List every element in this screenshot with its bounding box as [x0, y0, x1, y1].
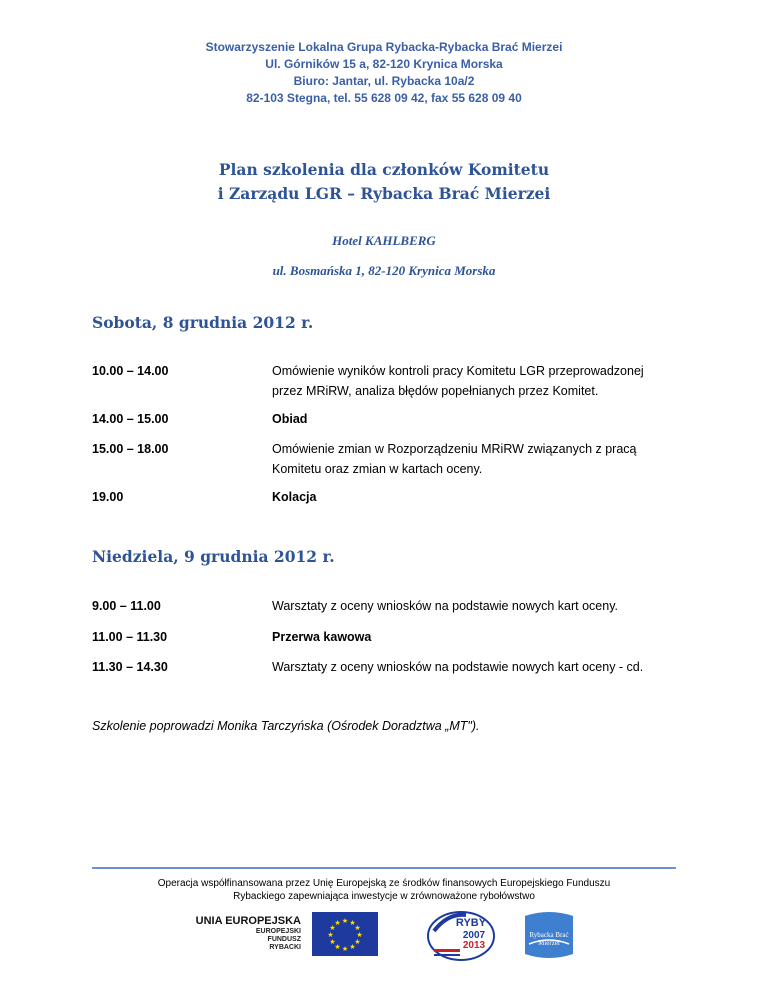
- svg-text:★: ★: [329, 938, 336, 946]
- svg-text:★: ★: [341, 917, 349, 925]
- schedule-description: Warsztaty z oceny wniosków na podstawie nowych kart oceny.: [272, 599, 618, 613]
- schedule-description: Warsztaty z oceny wniosków na podstawie nowych kart oceny - cd.: [272, 660, 644, 674]
- po-ryby-year-start: 2007: [462, 930, 486, 941]
- po-ryby-title: RYBY: [455, 917, 487, 929]
- description-line: Omówienie wyników kontroli pracy Komitetu LGR przeprowadzonej: [272, 364, 644, 378]
- description-line: przez MRiRW, analiza błędów popełnianych przez Komitet.: [272, 384, 599, 398]
- schedule-description: Przerwa kawowa: [272, 630, 372, 644]
- schedule-description: [272, 439, 692, 479]
- schedule-time: 19.00: [92, 490, 124, 504]
- venue-name: Hotel KAHLBERG: [332, 233, 436, 248]
- eu-subtitle: RYBACKI: [269, 944, 301, 951]
- footer-line-2: Rybackiego zapewniająca inwestycje w zrównoważone rybołówstwo: [233, 891, 535, 902]
- lgr-logo: [521, 910, 577, 960]
- lgr-logo-wordmark-2: Mierzei: [538, 939, 560, 947]
- svg-text:★: ★: [327, 931, 334, 939]
- schedule-time: 14.00 – 15.00: [92, 412, 169, 426]
- trainer-note: Szkolenie poprowadzi Monika Tarczyńska (Ośrodek Doradztwa „MT").: [92, 719, 480, 733]
- po-ryby-year-end: 2013: [462, 940, 486, 951]
- footer-line-1: Operacja współfinansowana przez Unię Europejską ze środków finansowych Europejskiego Funduszu: [157, 878, 611, 889]
- eu-fund-wordmark: [183, 915, 301, 952]
- svg-text:★: ★: [349, 919, 356, 927]
- schedule-time: 9.00 – 11.00: [92, 599, 161, 613]
- eu-flag-icon: [312, 912, 378, 956]
- po-ryby-icon: [426, 909, 496, 961]
- schedule-time: 15.00 – 18.00: [92, 442, 169, 456]
- svg-text:★: ★: [329, 924, 336, 932]
- org-office: Biuro: Jantar, ul. Rybacka 10a/2: [293, 74, 475, 88]
- organization-header: [0, 39, 768, 107]
- venue-address: ul. Bosmańska 1, 82-120 Krynica Morska: [272, 263, 496, 278]
- lgr-logo-icon: [521, 910, 577, 960]
- schedule-time: 11.30 – 14.30: [92, 660, 168, 674]
- schedule-time: 11.00 – 11.30: [92, 630, 168, 644]
- title-line-2: i Zarządu LGR – Rybacka Brać Mierzei: [217, 184, 551, 203]
- footer-divider: [92, 867, 676, 869]
- schedule-description: [272, 361, 692, 401]
- svg-text:★: ★: [349, 943, 356, 951]
- day1-heading: Sobota, 8 grudnia 2012 r.: [92, 313, 314, 332]
- description-line: Omówienie zmian w Rozporządzeniu MRiRW związanych z pracą: [272, 442, 637, 456]
- description-line: Komitetu oraz zmian w kartach oceny.: [272, 462, 483, 476]
- svg-text:★: ★: [341, 945, 349, 953]
- eu-title: UNIA EUROPEJSKA: [195, 915, 301, 927]
- lgr-logo-wordmark: Rybacka Brać: [529, 931, 569, 939]
- eu-subtitle: EUROPEJSKI: [255, 928, 301, 935]
- title-line-1: Plan szkolenia dla członków Komitetu: [218, 160, 550, 179]
- schedule-description: Kolacja: [272, 490, 317, 504]
- svg-text:★: ★: [334, 919, 341, 927]
- svg-text:★: ★: [354, 924, 361, 932]
- org-contact: 82-103 Stegna, tel. 55 628 09 42, fax 55 628 09 40: [246, 91, 522, 105]
- svg-text:★: ★: [354, 938, 361, 946]
- footer-text: [0, 877, 768, 902]
- po-ryby-logo: [426, 909, 496, 961]
- schedule-time: 10.00 – 14.00: [92, 364, 169, 378]
- svg-text:★: ★: [356, 931, 363, 939]
- org-name: Stowarzyszenie Lokalna Grupa Rybacka-Rybacka Brać Mierzei: [205, 40, 563, 54]
- org-address: Ul. Górników 15 a, 82-120 Krynica Morska: [265, 57, 503, 71]
- eu-stars-icon: [312, 912, 378, 956]
- eu-subtitle: FUNDUSZ: [267, 936, 301, 943]
- svg-text:★: ★: [334, 943, 341, 951]
- day2-heading: Niedziela, 9 grudnia 2012 r.: [92, 547, 335, 566]
- schedule-description: Obiad: [272, 412, 308, 426]
- document-title: [0, 158, 768, 206]
- logos-bar: [0, 909, 768, 959]
